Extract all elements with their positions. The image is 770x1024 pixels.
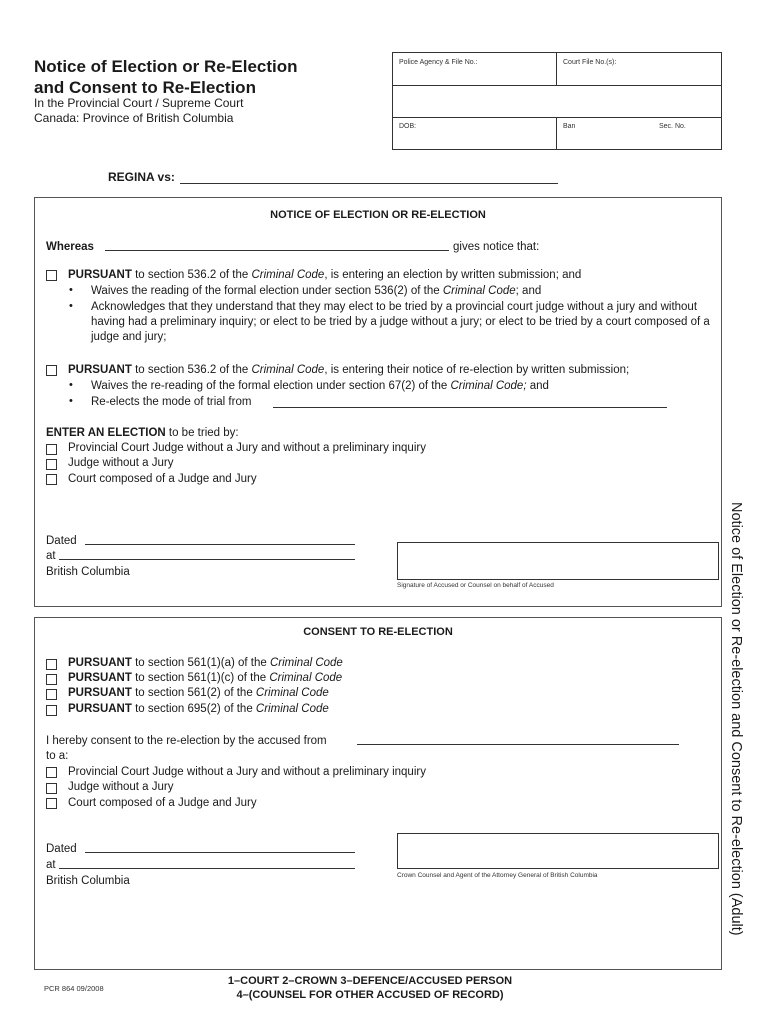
enter-election-heading (46, 426, 239, 441)
court-line: In the Provincial Court / Supreme Court (34, 96, 244, 110)
option-checkbox[interactable] (46, 798, 57, 809)
option-judge-and-jury: Court composed of a Judge and Jury (68, 473, 257, 485)
form-title (34, 56, 364, 98)
sec-no-label: Sec. No. (659, 123, 686, 130)
section-checkbox[interactable] (46, 705, 57, 716)
divider (556, 53, 557, 85)
re-elects-text: Re-elects the mode of trial from (91, 396, 252, 408)
criminal-code-ref: Criminal Code; (450, 380, 527, 392)
pursuant-text: to section 536.2 of the (131, 269, 252, 281)
distribution-line1: 1–COURT 2–CROWN 3–DEFENCE/ACCUSED PERSON (227, 975, 513, 987)
option-checkbox[interactable] (46, 459, 57, 470)
consent-text: I hereby consent to the re-election by the accused from (46, 735, 327, 747)
option-checkbox[interactable] (46, 783, 57, 794)
at-label: at (46, 550, 56, 562)
notice-section (34, 197, 722, 607)
pursuant-bold: PURSUANT (68, 364, 132, 376)
distribution-line2: 4–(COUNSEL FOR OTHER ACCUSED OF RECORD) (236, 989, 504, 1001)
form-title-line2: and Consent to Re-Election (34, 78, 256, 97)
regina-label: REGINA vs: (108, 170, 175, 184)
dob-label: DOB: (399, 123, 417, 130)
option-judge-without-jury: Judge without a Jury (68, 457, 174, 469)
section-checkbox[interactable] (46, 659, 57, 670)
section-text: to section 561(1)(c) of the (131, 672, 270, 684)
option-checkbox[interactable] (46, 767, 57, 778)
pursuant-text: to section 536.2 of the (131, 364, 252, 376)
whereas-name-field[interactable] (105, 250, 449, 251)
crown-signature-box[interactable] (397, 833, 719, 869)
location-field[interactable] (59, 868, 355, 869)
bullet-icon: • (69, 395, 73, 407)
bullet-icon: • (69, 284, 73, 296)
re-election-from-field[interactable] (357, 744, 679, 745)
waiver-text (91, 284, 541, 299)
waiver-pre: Waives the reading of the formal election under section 536(2) of the (91, 285, 443, 297)
mode-of-trial-field[interactable] (273, 407, 667, 408)
province-label: British Columbia (46, 566, 130, 578)
location-field[interactable] (59, 559, 355, 560)
section-checkbox[interactable] (46, 689, 57, 700)
section-text: to section 561(2) of the (131, 687, 256, 699)
bullet-icon: • (69, 300, 73, 312)
criminal-code-ref: Criminal Code (269, 657, 343, 669)
divider (556, 117, 557, 149)
to-a-label: to a: (46, 750, 69, 762)
divider (393, 85, 721, 86)
option-provincial-judge: Provincial Court Judge without a Jury and without a preliminary inquiry (68, 442, 426, 454)
option-provincial-judge: Provincial Court Judge without a Jury and without a preliminary inquiry (68, 766, 426, 778)
pursuant-561-1-a (68, 656, 343, 671)
divider (393, 117, 721, 118)
dated-field[interactable] (85, 852, 355, 853)
waiver-post: ; and (515, 285, 542, 297)
re-waiver-text (91, 379, 549, 394)
ban-label: Ban (563, 123, 576, 130)
court-file-label: Court File No.(s): (563, 59, 617, 66)
pursuant-bold: PURSUANT (68, 703, 132, 715)
pursuant-695-2 (68, 702, 329, 717)
dated-field[interactable] (85, 544, 355, 545)
province-label: British Columbia (46, 875, 130, 887)
pursuant-election-text (68, 268, 581, 283)
pursuant-bold: PURSUANT (68, 672, 132, 684)
criminal-code-ref: Criminal Code (251, 364, 325, 376)
dated-label: Dated (46, 843, 77, 855)
at-label: at (46, 859, 56, 871)
criminal-code-ref: Criminal Code (255, 687, 329, 699)
pursuant-text: , is entering their notice of re-election by written submission; (324, 364, 630, 376)
pursuant-re-election-text (68, 363, 629, 378)
criminal-code-ref: Criminal Code (442, 285, 516, 297)
dated-label: Dated (46, 535, 77, 547)
re-waiver-post: and (526, 380, 549, 392)
election-checkbox[interactable] (46, 270, 57, 281)
notice-title: NOTICE OF ELECTION OR RE-ELECTION (270, 209, 486, 221)
criminal-code-ref: Criminal Code (269, 672, 343, 684)
pursuant-bold: PURSUANT (68, 687, 132, 699)
form-subtitle (34, 96, 364, 126)
re-election-checkbox[interactable] (46, 365, 57, 376)
re-waiver-pre: Waives the re-reading of the formal election under section 67(2) of the (91, 380, 451, 392)
pursuant-bold: PURSUANT (68, 657, 132, 669)
distribution-list (200, 974, 540, 1002)
form-title-line1: Notice of Election or Re-Election (34, 57, 298, 76)
side-title: Notice of Election or Re-election and Consent to Re-election (Adult) (728, 502, 744, 936)
section-text: to section 695(2) of the (131, 703, 256, 715)
acknowledgement-text: Acknowledges that they understand that they may elect to be tried by a provincial court judge without a jury and without having had a preliminary inquiry; or elect to be tried by a judge without a jury; or elect to be tried by a court composed of a judge and jury; (91, 301, 710, 343)
jurisdiction-line: Canada: Province of British Columbia (34, 111, 234, 125)
file-info-box (392, 52, 722, 150)
accused-signature-box[interactable] (397, 542, 719, 580)
option-checkbox[interactable] (46, 444, 57, 455)
option-judge-and-jury: Court composed of a Judge and Jury (68, 797, 257, 809)
gives-notice-label: gives notice that: (453, 241, 540, 253)
police-agency-label: Police Agency & File No.: (399, 59, 478, 66)
consent-section (34, 617, 722, 970)
pursuant-bold: PURSUANT (68, 269, 132, 281)
pursuant-561-1-c (68, 671, 342, 686)
accused-signature-caption: Signature of Accused or Counsel on behalf of Accused (397, 582, 554, 589)
enter-election-bold: ENTER AN ELECTION (46, 427, 166, 439)
enter-election-rest: to be tried by: (165, 427, 239, 439)
option-checkbox[interactable] (46, 474, 57, 485)
section-checkbox[interactable] (46, 674, 57, 685)
section-text: to section 561(1)(a) of the (131, 657, 270, 669)
form-code: PCR 864 09/2008 (44, 984, 104, 993)
pursuant-text: , is entering an election by written submission; and (324, 269, 582, 281)
whereas-label: Whereas (46, 241, 94, 253)
criminal-code-ref: Criminal Code (251, 269, 325, 281)
accused-name-field[interactable] (180, 183, 558, 184)
bullet-icon: • (69, 379, 73, 391)
option-judge-without-jury: Judge without a Jury (68, 781, 174, 793)
pursuant-561-2 (68, 686, 329, 701)
crown-signature-caption: Crown Counsel and Agent of the Attorney General of British Columbia (397, 872, 598, 879)
criminal-code-ref: Criminal Code (255, 703, 329, 715)
consent-title: CONSENT TO RE-ELECTION (303, 626, 453, 638)
